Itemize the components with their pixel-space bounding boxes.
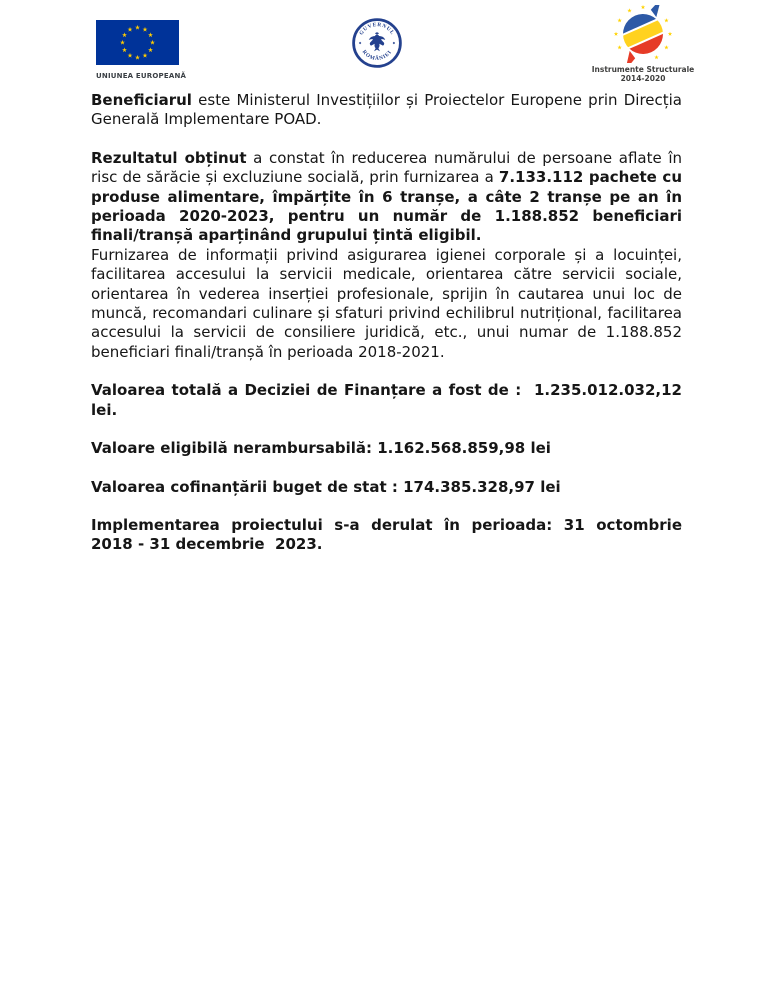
text-run: Implementarea proiectului s-a derulat în perioada: 31 octombrie 2018 - 31 decembrie 2023. [91,515,682,554]
text-run: Valoare eligibilă nerambursabilă: 1.162.568.859,98 lei [91,439,551,458]
romanian-government-logo [351,17,403,69]
text-run: este Ministerul Investițiilor și Proiectelor Europene prin Direcția Generală Implementare POAD. [91,91,682,129]
paragraph-furnizare-informatii [91,246,682,362]
text-run: 7.133.112 pachete cu produse alimentare, împărțite în 6 tranșe, a câte 2 tranșe pe an în perioada 2020-2023, pentru un număr de 1.188.852 beneficiari finali/tranșă aparținând grupului țintă eligibil. [91,168,682,245]
document-body [91,91,682,574]
is-caption-line2: 2014-2020 [620,74,666,83]
eu-flag-logo [96,20,187,80]
paragraph-beneficiar [91,91,682,130]
paragraph-rezultat [91,149,682,246]
text-run: Furnizarea de informații privind asigurarea igienei corporale și a locuinței, facilitarea accesului la servicii medicale, orientarea către servicii sociale, orientarea în vederea inserției profesionale, sprijin în cautarea unui loc de muncă, recomandari culinare și sfaturi privind echilibrul nutrițional, facilitarea accesului la servicii de consiliere juridică, etc., unui numar de 1.188.852 beneficiari finali/tranșă în perioada 2018-2021. [91,245,682,361]
paragraph-valoare-totala [91,381,682,420]
eu-flag-caption: UNIUNEA EUROPEANĂ [96,72,187,80]
paragraph-implementare [91,516,682,555]
paragraph-valoare-cofinantare [91,478,682,497]
instrumente-structurale-icon [603,5,683,63]
seal-text-top: GUVERNUL [358,21,396,37]
government-seal-icon [351,17,403,69]
seal-text-bottom: ROMÂNIEI [360,49,394,62]
text-run: Valoarea totală a Deciziei de Finanțare a fost de : 1.235.012.032,12 lei. [91,381,682,419]
logo-header [0,0,773,90]
is-caption-line1: Instrumente Structurale [591,65,695,74]
text-run: a constat în reducerea numărului de persoane aflate în risc de sărăcie și excluziune socială, prin furnizarea a [91,148,682,187]
text-run: Rezultatul obținut [91,148,247,167]
paragraph-valoare-eligibila [91,439,682,458]
instrumente-structurale-logo [588,5,698,83]
text-run: Beneficiarul [91,91,192,109]
text-run: Valoarea cofinanțării buget de stat : 174.385.328,97 lei [91,477,561,496]
eu-flag-icon [96,20,179,65]
